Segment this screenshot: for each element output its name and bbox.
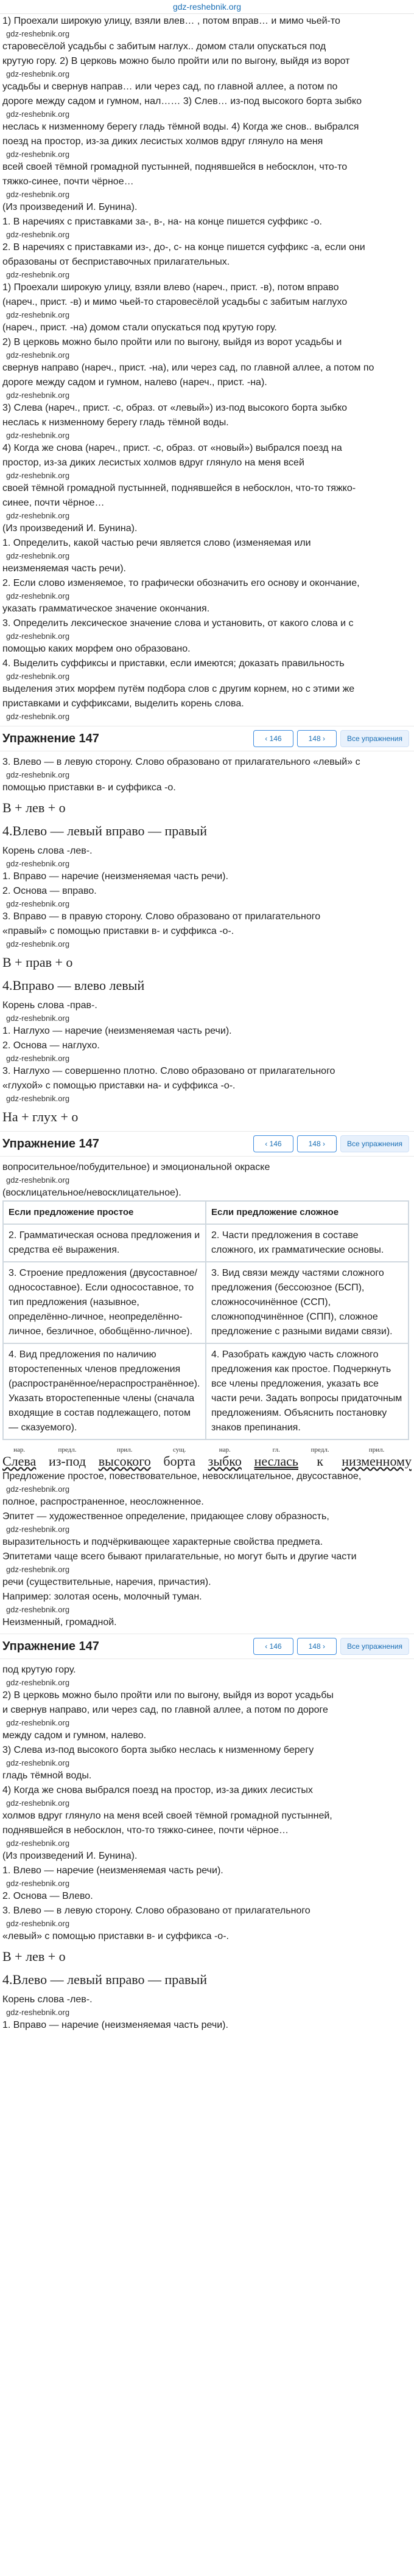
text-line: 3. Вправо — в правую сторону. Слово образовано от прилагательного	[2, 911, 321, 922]
part-of-speech-tag: прил.	[368, 1446, 385, 1453]
prev-exercise-button-3[interactable]	[253, 1638, 293, 1655]
text-line: 3. Определить лексическое значение слова и установить, от какого слова и с	[2, 618, 354, 628]
section-task-text	[0, 14, 414, 722]
word-text: низменному	[342, 1453, 412, 1469]
text-line: неслась к низменному берегу гладь тёмной воды.	[2, 417, 229, 428]
all-exercises-button-3[interactable]: Все упражнения	[340, 1638, 409, 1655]
morpheme-formula-1: В + лев + о	[2, 800, 66, 815]
text-line: крутую гору. 2) В церковь можно было пройти или по выгону, выйдя из ворот	[2, 56, 350, 66]
watermark: gdz-reshebnik.org	[6, 2008, 70, 2017]
watermark: gdz-reshebnik.org	[6, 1718, 70, 1728]
watermark: gdz-reshebnik.org	[6, 431, 70, 440]
text-line: 1) Проехали широкую улицу, взяли влево (нареч., прист. -в), потом вправо	[2, 282, 339, 293]
text-line: 1. Определить, какой частью речи является слово (изменяемая или	[2, 538, 311, 548]
text-line: образованы от бесприставочных прилагательных.	[2, 257, 230, 267]
exercise-nav-2-buttons	[253, 1135, 414, 1152]
text-line: 1. Наглухо — наречие (неизменяемая часть речи).	[2, 1026, 232, 1036]
watermark: gdz-reshebnik.org	[6, 1525, 70, 1534]
word-text: из-под	[48, 1453, 86, 1469]
watermark: gdz-reshebnik.org	[6, 391, 70, 400]
exercise-title-2: Упражнение 147	[2, 1137, 99, 1150]
text-line: 3) Слева (нареч., прист. -с, образ. от «левый») из-под высокого борта зыбко	[2, 403, 348, 413]
sentence-word	[208, 1446, 242, 1469]
exercise-title: Упражнение 147	[2, 731, 99, 745]
section-parse-intro	[0, 1160, 414, 1200]
text-line: 3. Наглухо — совершенно плотно. Слово образовано от прилагательного	[2, 1066, 335, 1076]
all-exercises-button-2[interactable]: Все упражнения	[340, 1135, 409, 1152]
text-line: неизменяемая часть речи).	[2, 563, 126, 574]
parsed-sentence	[0, 1446, 414, 1469]
text-line: Корень слова -прав-.	[2, 1000, 97, 1011]
chevron-left-icon: ‹	[265, 1642, 270, 1651]
watermark: gdz-reshebnik.org	[6, 1175, 70, 1185]
text-line: под крутую гору.	[2, 1665, 76, 1675]
watermark: gdz-reshebnik.org	[6, 712, 70, 722]
watermark: gdz-reshebnik.org	[6, 471, 70, 481]
watermark: gdz-reshebnik.org	[6, 150, 70, 159]
word-text: борта	[163, 1453, 195, 1469]
text-line: (нареч., прист. -на) домом стали опускаться под крутую гору.	[2, 322, 277, 333]
watermark: gdz-reshebnik.org	[6, 1839, 70, 1848]
text-line: речи (существительные, наречия, причастия).	[2, 1577, 211, 1587]
sentence-word	[311, 1446, 329, 1469]
word-text: высокого	[98, 1453, 151, 1469]
sentence-word	[163, 1446, 195, 1469]
chevron-right-icon: ›	[320, 734, 325, 743]
sentence-word	[2, 1446, 36, 1469]
parse-table	[2, 1200, 409, 1440]
text-line: 1. Влево — наречие (неизменяемая часть речи).	[2, 1865, 223, 1876]
exercise-title-3: Упражнение 147	[2, 1639, 99, 1653]
word-text: неслась	[254, 1453, 298, 1469]
text-line: между садом и гумном, налево.	[2, 1730, 147, 1741]
text-line: (Из произведений И. Бунина).	[2, 1851, 138, 1861]
watermark: gdz-reshebnik.org	[6, 1678, 70, 1688]
all-exercises-button[interactable]: Все упражнения	[340, 730, 409, 747]
text-line: свернув направо (нареч., прист. -на), или через сад, по главной аллее, а потом по	[2, 363, 374, 373]
watermark: gdz-reshebnik.org	[6, 1798, 70, 1808]
text-line: Эпитетами чаще всего бывают прилагательные, но могут быть и другие части	[2, 1551, 357, 1562]
text-line: (нареч., прист. -в) и мимо чьей-то старовесёлой усадьбы с забитым наглухо	[2, 297, 348, 307]
next-number-2: 148	[308, 1140, 321, 1148]
text-line: простор, из-за диких лесистых холмов вдруг глянуло на меня всей	[2, 458, 304, 468]
watermark: gdz-reshebnik.org	[6, 899, 70, 909]
part-of-speech-tag: сущ.	[172, 1446, 186, 1453]
table-head-complex: Если предложение сложное	[206, 1201, 409, 1224]
watermark: gdz-reshebnik.org	[6, 230, 70, 240]
watermark: gdz-reshebnik.org	[6, 270, 70, 280]
exercise-nav-3-buttons	[253, 1638, 414, 1655]
text-line: дороге между садом и гумном, нал…… 3) Слев… из-под высокого борта зыбко	[2, 96, 362, 106]
watermark: gdz-reshebnik.org	[6, 350, 70, 360]
sentence-word	[342, 1446, 412, 1469]
text-line: (восклицательное/невосклицательное).	[2, 1188, 181, 1198]
watermark: gdz-reshebnik.org	[6, 29, 70, 39]
prev-number-3: 146	[269, 1642, 282, 1651]
text-line: 2. Основа — вправо.	[2, 886, 97, 896]
section-analysis-3	[0, 998, 414, 1104]
text-line: 4. Выделить суффиксы и приставки, если имеются; доказать правильность	[2, 658, 345, 669]
watermark: gdz-reshebnik.org	[6, 310, 70, 320]
watermark: gdz-reshebnik.org	[6, 1094, 70, 1104]
exercise-nav-2	[0, 1131, 414, 1157]
chevron-left-icon: ‹	[265, 734, 270, 743]
text-line: неслась к низменному берегу гладь тёмной воды. 4) Когда же снов.. выбрался	[2, 122, 359, 132]
text-line: гладь тёмной воды.	[2, 1770, 92, 1781]
watermark: gdz-reshebnik.org	[6, 69, 70, 79]
watermark: gdz-reshebnik.org	[6, 1919, 70, 1929]
text-line: (Из произведений И. Бунина).	[2, 523, 138, 534]
exercise-nav-3	[0, 1634, 414, 1659]
text-line: дороге между садом и гумном, налево (нареч., прист. -на).	[2, 377, 267, 388]
word-text: Слева	[2, 1453, 37, 1469]
text-line: Корень слова -лев-.	[2, 1994, 93, 2005]
site-header[interactable]: gdz-reshebnik.org	[0, 0, 414, 14]
part-of-speech-tag: гл.	[272, 1446, 280, 1453]
text-line: поднявшейся в небосклон, что-то тяжко-синее, почти чёрное…	[2, 1825, 289, 1836]
text-line: 3) Слева из-под высокого борта зыбко неслась к низменному берегу	[2, 1745, 314, 1755]
prev-number-2: 146	[269, 1140, 282, 1148]
chevron-right-icon: ›	[320, 1642, 325, 1651]
text-line: выделения этих морфем путём подбора слов с другим корнем, но с этими же	[2, 684, 355, 694]
prev-exercise-button-2[interactable]	[253, 1135, 293, 1152]
next-number-3: 148	[308, 1642, 321, 1651]
text-line: приставками и суффиксами, выделить корень слова.	[2, 698, 244, 709]
watermark: gdz-reshebnik.org	[6, 591, 70, 601]
text-line: 1. Вправо — наречие (неизменяемая часть речи).	[2, 2020, 228, 2030]
next-exercise-button-3[interactable]	[297, 1638, 337, 1655]
text-line: Неизменный, громадной.	[2, 1617, 117, 1627]
watermark: gdz-reshebnik.org	[6, 1879, 70, 1888]
text-line: 3. Влево — в левую сторону. Слово образовано от прилагательного «левый» с	[2, 757, 360, 767]
text-line: холмов вдруг глянуло на меня всей своей тёмной громадной пустынней,	[2, 1811, 332, 1821]
watermark: gdz-reshebnik.org	[6, 1054, 70, 1063]
table-cell: 4. Вид предложения по наличию второстепенных членов предложения (распространённое/нераспространённое). Указать второстепенные члены (сначала входящие в состав подлежащего, потом — сказуемого).	[3, 1343, 206, 1439]
morpheme-pair-3: 4.Влево — левый вправо — правый	[2, 1972, 207, 1987]
text-line: 4) Когда же снова выбрался поезд на простор, из-за диких лесистых	[2, 1785, 313, 1795]
part-of-speech-tag: нар.	[219, 1446, 231, 1453]
watermark: gdz-reshebnik.org	[6, 110, 70, 119]
morpheme-formula-4: В + лев + о	[2, 1949, 66, 1964]
text-line: тяжко-синее, почти чёрное…	[2, 176, 134, 187]
text-line: 2. Основа — наглухо.	[2, 1040, 100, 1051]
text-line: 1. Вправо — наречие (неизменяемая часть речи).	[2, 871, 228, 882]
text-line: 2. В наречиях с приставками из-, до-, с- на конце пишется суффикс -а, если они	[2, 242, 365, 252]
section-analysis-1	[0, 755, 414, 795]
part-of-speech-tag: предл.	[310, 1446, 329, 1453]
text-line: вопросительное/побудительное) и эмоциональной окраске	[2, 1162, 270, 1172]
text-line: и свернув направо, или через сад, по главной аллее, а потом по дороге	[2, 1705, 328, 1715]
text-line: Например: золотая осень, молочный туман.	[2, 1592, 202, 1602]
morpheme-pair-1: 4.Влево — левый вправо — правый	[2, 823, 207, 838]
sentence-word	[254, 1446, 298, 1469]
exercise-nav	[253, 730, 414, 747]
text-line: 4) Когда же снова (нареч., прист. -с, образ. от «новый») выбрался поезд на	[2, 443, 342, 453]
watermark: gdz-reshebnik.org	[6, 1014, 70, 1023]
table-cell: 3. Вид связи между частями сложного предложения (бессоюзное (БСП), сложносочинённое (ССП), сложноподчинённое (СПП), сложное предложение с разными видами связи).	[206, 1262, 409, 1343]
watermark: gdz-reshebnik.org	[6, 672, 70, 681]
watermark: gdz-reshebnik.org	[6, 939, 70, 949]
text-line: 2. Основа — Влево.	[2, 1891, 93, 1901]
next-number: 148	[308, 734, 321, 743]
table-head-simple: Если предложение простое	[3, 1201, 206, 1224]
text-line: 1) Проехали широкую улицу, взяли влев… , потом вправ… и мимо чьей-то	[2, 16, 340, 26]
morpheme-pair-2: 4.Вправо — влево левый	[2, 978, 145, 993]
table-cell: 3. Строение предложения (двусоставное/односоставное). Если односоставное, то тип предложения (назывное, определённо-личное, неопределённо-личное, безличное, обобщённо-личное).	[3, 1262, 206, 1343]
text-line: синее, почти чёрное…	[2, 498, 105, 508]
text-line: «левый» с помощью приставки в- и суффикса -о-.	[2, 1931, 229, 1941]
watermark: gdz-reshebnik.org	[6, 859, 70, 869]
chevron-left-icon: ‹	[265, 1140, 270, 1148]
word-text: зыбко	[208, 1453, 242, 1469]
watermark: gdz-reshebnik.org	[6, 1758, 70, 1768]
text-line: Эпитет — художественное определение, придающее слову образность,	[2, 1511, 329, 1522]
text-line: «правый» с помощью приставки в- и суффикса -о-.	[2, 926, 234, 936]
watermark: gdz-reshebnik.org	[6, 770, 70, 780]
table-cell: 2. Части предложения в составе сложного, их грамматические основы.	[206, 1224, 409, 1262]
text-line: 1. В наречиях с приставками за-, в-, на- на конце пишется суффикс -о.	[2, 217, 322, 227]
next-exercise-button-2[interactable]	[297, 1135, 337, 1152]
text-line: Предложение простое, повествовательное, невосклицательное, двусоставное,	[2, 1471, 362, 1481]
exercise-nav-1	[0, 726, 414, 751]
section-epithet	[0, 1469, 414, 1630]
watermark: gdz-reshebnik.org	[6, 190, 70, 200]
text-line: старовесёлой усадьбы с забитым наглух.. домом стали опускаться под	[2, 41, 326, 52]
sentence-word	[99, 1446, 151, 1469]
part-of-speech-tag: нар.	[13, 1446, 26, 1453]
text-line: указать грамматическое значение окончания.	[2, 604, 210, 614]
text-line: 2) В церковь можно было пройти или по выгону, выйдя из ворот усадьбы	[2, 1690, 334, 1701]
text-line: «глухой» с помощью приставки на- и суффикса -о-.	[2, 1081, 236, 1091]
text-line: 2. Если слово изменяемое, то графически обозначить его основу и окончание,	[2, 578, 360, 588]
text-line: своей тёмной громадной пустынней, поднявшейся в небосклон, что-то тяжко-	[2, 483, 356, 493]
section-answer-text	[0, 1663, 414, 1944]
text-line: (Из произведений И. Бунина).	[2, 202, 138, 212]
section-analysis-2	[0, 844, 414, 950]
text-line: 2) В церковь можно было пройти или по выгону, выйдя из ворот усадьбы и	[2, 337, 342, 347]
text-line: поезд на простор, из-за диких лесистых холмов вдруг глянуло на меня	[2, 136, 323, 147]
watermark: gdz-reshebnik.org	[6, 632, 70, 641]
prev-exercise-button[interactable]	[253, 730, 293, 747]
word-text: к	[317, 1453, 323, 1469]
text-line: помощью приставки в- и суффикса -о.	[2, 782, 176, 793]
watermark: gdz-reshebnik.org	[6, 1605, 70, 1615]
watermark: gdz-reshebnik.org	[6, 511, 70, 521]
morpheme-formula-2: В + прав + о	[2, 955, 73, 970]
text-line: усадьбы и свернув направ… или через сад, по главной аллее, а потом по	[2, 82, 338, 92]
watermark: gdz-reshebnik.org	[6, 1485, 70, 1494]
text-line: 3. Влево — в левую сторону. Слово образовано от прилагательного	[2, 1906, 310, 1916]
morpheme-formula-3: На + глух + о	[2, 1109, 79, 1124]
text-line: помощью каких морфем оно образовано.	[2, 644, 191, 654]
prev-number: 146	[269, 734, 282, 743]
chevron-right-icon: ›	[320, 1140, 325, 1148]
watermark: gdz-reshebnik.org	[6, 1565, 70, 1575]
sentence-word	[49, 1446, 86, 1469]
watermark: gdz-reshebnik.org	[6, 551, 70, 561]
section-final	[0, 1993, 414, 2033]
table-cell: 4. Разобрать каждую часть сложного предложения как простое. Подчеркнуть все члены предложения, указать все части речи. Задать вопросы придаточным предложениям. Объяснить постановку знаков препинания.	[206, 1343, 409, 1439]
table-cell: 2. Грамматическая основа предложения и средства её выражения.	[3, 1224, 206, 1262]
next-exercise-button[interactable]	[297, 730, 337, 747]
text-line: выразительность и подчёркивающее характерные свойства предмета.	[2, 1537, 323, 1547]
part-of-speech-tag: прил.	[116, 1446, 133, 1453]
text-line: полное, распространенное, неосложненное.	[2, 1497, 204, 1507]
parse-table-wrap	[0, 1200, 414, 1440]
part-of-speech-tag: предл.	[58, 1446, 77, 1453]
text-line: всей своей тёмной громадной пустынней, поднявшейся в небосклон, что-то	[2, 162, 348, 172]
text-line: Корень слова -лев-.	[2, 846, 93, 856]
